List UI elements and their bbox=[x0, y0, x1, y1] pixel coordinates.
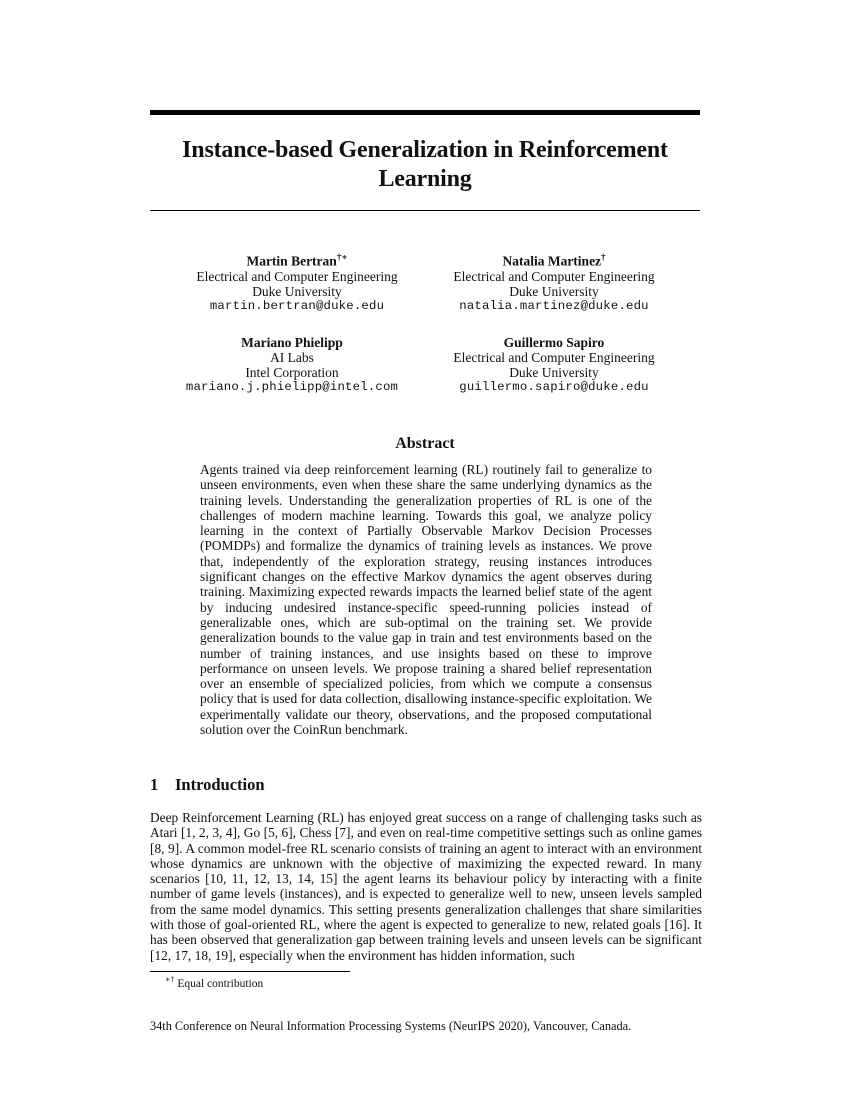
section-number: 1 bbox=[150, 775, 159, 794]
section-heading bbox=[150, 775, 265, 795]
abstract-heading: Abstract bbox=[395, 435, 455, 452]
section-title: Introduction bbox=[175, 775, 265, 794]
author-marks: †∗ bbox=[336, 252, 348, 262]
author-institution: Duke University bbox=[509, 365, 599, 380]
abstract-text: Agents trained via deep reinforcement learning (RL) routinely fail to generalize to unseen environments, even when these share the same underlying dynamics as the training levels. Understanding the generalization properties of RL is one of the challenges of modern machine learning. Towards this goal, we analyze policy learning in the context of Partially Observable Markov Decision Processes (POMDPs) and formalize the dynamics of training levels as instances. We prove that, independently of the exploration strategy, reusing instances introduces significant changes on the effective Markov dynamics the agent observes during training. Maximizing expected rewards impacts the learned belief state of the agent by inducing undesired instance-specific speed-running policies instead of generalizable ones, which are sub-optimal on the training set. We provide generalization bounds to the value gap in train and test environments based on the number of training instances, and use insights based on these to improve performance on unseen levels. We propose training a shared belief representation over an ensemble of specialized policies, from which we compute a consensus policy that is used for data collection, disallowing instance-specific exploitation. We experimentally validate our theory, observations, and the proposed computational solution over the CoinRun benchmark. bbox=[200, 462, 652, 738]
author-institution: Intel Corporation bbox=[245, 365, 339, 380]
author-institution: Duke University bbox=[509, 283, 599, 299]
author-affiliation: Electrical and Computer Engineering bbox=[196, 268, 398, 284]
author-email[interactable]: mariano.j.phielipp@intel.com bbox=[185, 380, 399, 394]
introduction-text: Deep Reinforcement Learning (RL) has enjoyed great success on a range of challenging tasks such as Atari [1, 2, 3, 4], Go [5, 6], Chess [7], and even on real-time competitive settings such as online games [8, 9]. A common model-free RL scenario consists of training an agent to interact with an environment whose dynamics are unknown with the objective of maximizing the expected reward. In many scenarios [10, 11, 12, 13, 14, 15] the agent learns its behaviour policy by interacting with a finite number of game levels (instances), and is expected to generalize well to new, unseen levels sampled from the same model dynamics. This setting presents generalization challenges that share similarities with those of goal-oriented RL, where the agent is expected to generalize to new, related goals [16]. It has been observed that generalization gap between training levels and unseen levels can be significant [12, 17, 18, 19], especially when the environment has hidden information, such bbox=[150, 810, 702, 963]
footnote-text: Equal contribution bbox=[177, 977, 264, 990]
footnote-rule bbox=[150, 971, 350, 972]
author-name: Mariano Phielipp bbox=[241, 335, 343, 350]
author-email[interactable]: natalia.martinez@duke.edu bbox=[459, 298, 649, 313]
author-affiliation: AI Labs bbox=[270, 350, 314, 365]
venue-footer: 34th Conference on Neural Information Processing Systems (NeurIPS 2020), Vancouver, Canada. bbox=[150, 1019, 632, 1033]
title-bottom-rule bbox=[150, 210, 700, 211]
author-block bbox=[404, 250, 704, 314]
title-top-rule bbox=[150, 110, 700, 115]
author-name: Guillermo Sapiro bbox=[503, 335, 605, 350]
paper-title: Instance-based Generalization in Reinforcement Learning bbox=[182, 137, 668, 192]
author-email[interactable]: guillermo.sapiro@duke.edu bbox=[459, 380, 649, 394]
author-name: Natalia Martinez bbox=[502, 253, 602, 269]
author-affiliation: Electrical and Computer Engineering bbox=[453, 268, 655, 284]
author-name: Martin Bertran bbox=[246, 253, 337, 269]
author-email[interactable]: martin.bertran@duke.edu bbox=[209, 298, 385, 313]
author-block bbox=[147, 250, 447, 314]
author-block bbox=[142, 335, 442, 395]
author-block bbox=[404, 335, 704, 395]
author-affiliation: Electrical and Computer Engineering bbox=[453, 350, 655, 365]
footnote-marks: ∗† bbox=[165, 975, 175, 984]
author-institution: Duke University bbox=[252, 283, 342, 299]
author-marks: † bbox=[601, 252, 606, 262]
footnote bbox=[165, 975, 263, 990]
